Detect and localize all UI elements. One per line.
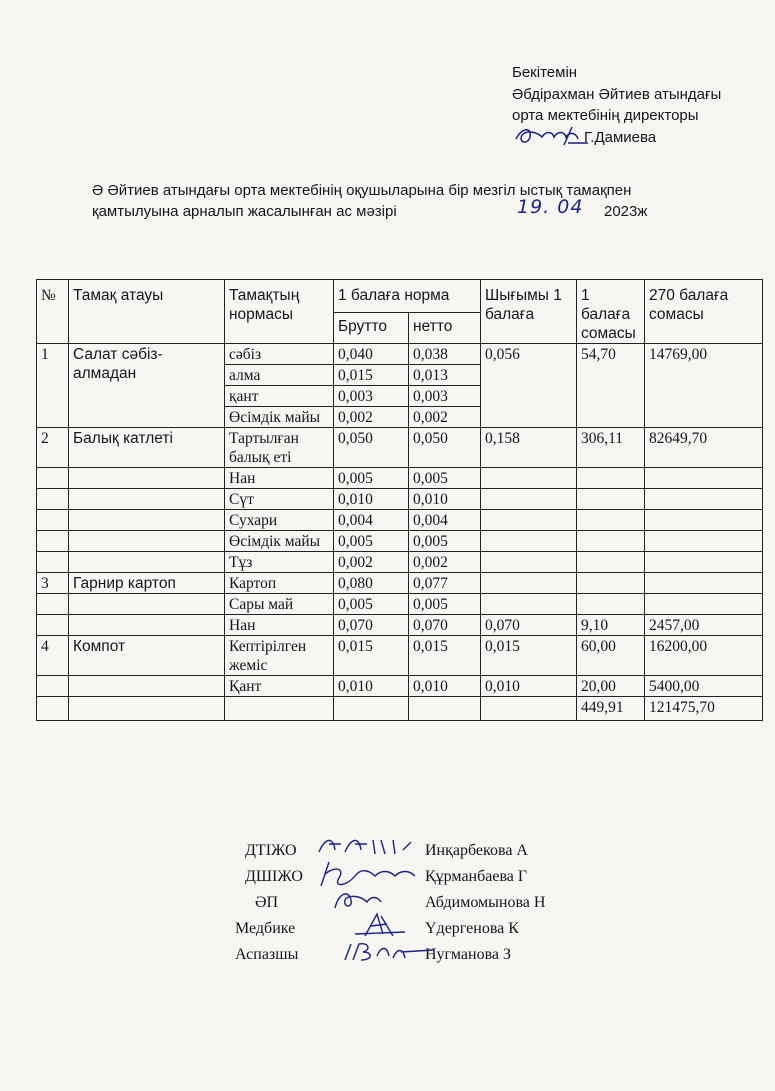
cell-dish bbox=[69, 531, 225, 552]
col-header-brutto: Брутто bbox=[334, 313, 409, 344]
cell-dish bbox=[69, 676, 225, 697]
col-header-norm: Тамақтың нормасы bbox=[225, 280, 334, 344]
signature-row bbox=[235, 942, 595, 968]
table-row bbox=[37, 615, 763, 636]
col-header-per-child: 1 балаға норма bbox=[334, 280, 481, 313]
title-year: 2023ж bbox=[604, 203, 648, 220]
cell-dish bbox=[69, 552, 225, 573]
approval-position: орта мектебінің директоры bbox=[512, 107, 699, 124]
cell-sum1: 20,00 bbox=[577, 676, 645, 697]
col-header-dish: Тамақ атауы bbox=[69, 280, 225, 344]
signature-name: Үдергенова К bbox=[425, 920, 519, 937]
table-row bbox=[37, 594, 763, 615]
cell-sum1: 9,10 bbox=[577, 615, 645, 636]
title-line-2: қамтылуына арналып жасалынған ас мәзірі bbox=[92, 203, 397, 220]
menu-table bbox=[36, 279, 763, 721]
cell-sum1: 306,11 bbox=[577, 428, 645, 468]
cell-ingredient: сәбіз bbox=[225, 344, 334, 365]
cell-brutto: 0,080 bbox=[334, 573, 409, 594]
col-header-num: № bbox=[37, 280, 69, 344]
cell-sum270 bbox=[645, 573, 763, 594]
approval-school: Әбдірахман Әйтиев атындағы bbox=[512, 85, 722, 103]
cell-yield: 0,010 bbox=[481, 676, 577, 697]
cell-sum1: 54,70 bbox=[577, 344, 645, 428]
total-row bbox=[37, 697, 763, 721]
cell-brutto: 0,010 bbox=[334, 676, 409, 697]
signature-role: Аспазшы bbox=[235, 946, 299, 963]
cell-brutto: 0,003 bbox=[334, 386, 409, 407]
cell-sum270 bbox=[645, 468, 763, 489]
cell-netto: 0,005 bbox=[409, 531, 481, 552]
director-name: Г.Дамиева bbox=[584, 128, 657, 146]
cell-brutto: 0,005 bbox=[334, 531, 409, 552]
table-row bbox=[37, 468, 763, 489]
cell-dish bbox=[69, 489, 225, 510]
cell-netto: 0,005 bbox=[409, 468, 481, 489]
cell-netto: 0,077 bbox=[409, 573, 481, 594]
table-row bbox=[37, 510, 763, 531]
signature-name: Инқарбекова А bbox=[425, 842, 528, 859]
table-row bbox=[37, 489, 763, 510]
cell-brutto: 0,010 bbox=[334, 489, 409, 510]
cell-num bbox=[37, 489, 69, 510]
signature-mark bbox=[315, 936, 435, 966]
cell-brutto: 0,050 bbox=[334, 428, 409, 468]
cell-ingredient: Тұз bbox=[225, 552, 334, 573]
cell-ingredient: алма bbox=[225, 365, 334, 386]
cell-num: 3 bbox=[37, 573, 69, 594]
cell-brutto: 0,002 bbox=[334, 552, 409, 573]
cell-dish: Балық катлеті bbox=[69, 428, 225, 468]
cell-yield bbox=[481, 510, 577, 531]
cell-dish bbox=[69, 468, 225, 489]
cell-num: 2 bbox=[37, 428, 69, 468]
cell-netto: 0,004 bbox=[409, 510, 481, 531]
cell-netto: 0,015 bbox=[409, 636, 481, 676]
director-line bbox=[512, 127, 767, 149]
cell-netto: 0,002 bbox=[409, 552, 481, 573]
cell-sum270: 16200,00 bbox=[645, 636, 763, 676]
col-header-sum270: 270 балаға сомасы bbox=[645, 280, 763, 344]
cell-yield bbox=[481, 573, 577, 594]
cell-num bbox=[37, 531, 69, 552]
cell-dish bbox=[69, 510, 225, 531]
cell-num: 1 bbox=[37, 344, 69, 428]
cell-brutto: 0,015 bbox=[334, 365, 409, 386]
cell-ingredient: Картоп bbox=[225, 573, 334, 594]
cell-netto: 0,010 bbox=[409, 676, 481, 697]
cell-brutto: 0,005 bbox=[334, 594, 409, 615]
cell-yield bbox=[481, 531, 577, 552]
col-header-netto: нетто bbox=[409, 313, 481, 344]
cell-netto: 0,070 bbox=[409, 615, 481, 636]
handwritten-date: 19. 04 bbox=[517, 196, 584, 218]
cell-brutto bbox=[334, 697, 409, 721]
cell-ingredient: Тартылған балық еті bbox=[225, 428, 334, 468]
cell-netto: 0,038 bbox=[409, 344, 481, 365]
table-row bbox=[37, 636, 763, 676]
cell-ingredient: Өсімдік майы bbox=[225, 531, 334, 552]
table-row bbox=[37, 531, 763, 552]
col-header-sum1: 1 балаға сомасы bbox=[577, 280, 645, 344]
cell-netto bbox=[409, 697, 481, 721]
cell-sum270 bbox=[645, 594, 763, 615]
cell-sum1: 60,00 bbox=[577, 636, 645, 676]
cell-netto: 0,050 bbox=[409, 428, 481, 468]
cell-yield bbox=[481, 489, 577, 510]
col-header-yield: Шығымы 1 балаға bbox=[481, 280, 577, 344]
signatures-block bbox=[235, 838, 595, 968]
total-sum270: 121475,70 bbox=[645, 697, 763, 721]
cell-sum1 bbox=[577, 510, 645, 531]
cell-brutto: 0,070 bbox=[334, 615, 409, 636]
signature-name: Нугманова З bbox=[425, 946, 512, 963]
cell-netto: 0,003 bbox=[409, 386, 481, 407]
signature-role: ӘП bbox=[255, 894, 279, 911]
cell-num bbox=[37, 552, 69, 573]
cell-ingredient: Кептірілген жеміс bbox=[225, 636, 334, 676]
total-sum1: 449,91 bbox=[577, 697, 645, 721]
cell-netto: 0,013 bbox=[409, 365, 481, 386]
cell-ingredient bbox=[225, 697, 334, 721]
cell-num: 4 bbox=[37, 636, 69, 676]
cell-num bbox=[37, 510, 69, 531]
cell-sum1 bbox=[577, 468, 645, 489]
cell-ingredient: Сухари bbox=[225, 510, 334, 531]
approval-block bbox=[512, 62, 767, 148]
cell-yield bbox=[481, 468, 577, 489]
cell-yield: 0,158 bbox=[481, 428, 577, 468]
signature-name: Абдимомынова Н bbox=[425, 894, 546, 911]
cell-yield: 0,070 bbox=[481, 615, 577, 636]
cell-netto: 0,002 bbox=[409, 407, 481, 428]
cell-brutto: 0,040 bbox=[334, 344, 409, 365]
cell-netto: 0,010 bbox=[409, 489, 481, 510]
title-line-1: Ә Әйтиев атындағы орта мектебінің оқушыларына бір мезгіл ыстық тамақпен bbox=[92, 182, 632, 199]
cell-ingredient: Қант bbox=[225, 676, 334, 697]
cell-sum270 bbox=[645, 489, 763, 510]
cell-dish bbox=[69, 594, 225, 615]
cell-yield bbox=[481, 552, 577, 573]
director-signature bbox=[512, 123, 592, 149]
cell-num bbox=[37, 615, 69, 636]
cell-ingredient: Нан bbox=[225, 468, 334, 489]
cell-sum1 bbox=[577, 531, 645, 552]
cell-dish: Компот bbox=[69, 636, 225, 676]
signature-role: Медбике bbox=[235, 920, 296, 937]
cell-sum1 bbox=[577, 552, 645, 573]
cell-yield: 0,056 bbox=[481, 344, 577, 428]
cell-sum1 bbox=[577, 489, 645, 510]
table-row bbox=[37, 676, 763, 697]
cell-dish bbox=[69, 697, 225, 721]
cell-yield bbox=[481, 697, 577, 721]
cell-num bbox=[37, 594, 69, 615]
cell-ingredient: Нан bbox=[225, 615, 334, 636]
cell-num bbox=[37, 676, 69, 697]
cell-sum270 bbox=[645, 552, 763, 573]
cell-ingredient: қант bbox=[225, 386, 334, 407]
cell-sum270: 82649,70 bbox=[645, 428, 763, 468]
cell-sum1 bbox=[577, 594, 645, 615]
cell-sum270: 2457,00 bbox=[645, 615, 763, 636]
signature-role: ДШІЖО bbox=[245, 868, 303, 885]
cell-num bbox=[37, 468, 69, 489]
signature-name: Құрманбаева Г bbox=[425, 868, 528, 885]
cell-brutto: 0,015 bbox=[334, 636, 409, 676]
cell-yield: 0,015 bbox=[481, 636, 577, 676]
cell-dish: Гарнир картоп bbox=[69, 573, 225, 594]
table-row bbox=[37, 428, 763, 468]
cell-ingredient: Сүт bbox=[225, 489, 334, 510]
document-title bbox=[92, 180, 757, 222]
cell-brutto: 0,002 bbox=[334, 407, 409, 428]
table-row bbox=[37, 344, 763, 365]
cell-ingredient: Өсімдік майы bbox=[225, 407, 334, 428]
signature-role: ДТІЖО bbox=[245, 842, 297, 859]
cell-brutto: 0,004 bbox=[334, 510, 409, 531]
cell-netto: 0,005 bbox=[409, 594, 481, 615]
cell-sum1 bbox=[577, 573, 645, 594]
table-row bbox=[37, 573, 763, 594]
cell-sum270 bbox=[645, 510, 763, 531]
header-row bbox=[37, 280, 763, 313]
approval-title: Бекітемін bbox=[512, 64, 578, 81]
cell-dish bbox=[69, 615, 225, 636]
cell-ingredient: Сары май bbox=[225, 594, 334, 615]
cell-sum270 bbox=[645, 531, 763, 552]
cell-dish: Салат сәбіз-алмадан bbox=[69, 344, 225, 428]
cell-num bbox=[37, 697, 69, 721]
cell-yield bbox=[481, 594, 577, 615]
cell-sum270: 14769,00 bbox=[645, 344, 763, 428]
cell-brutto: 0,005 bbox=[334, 468, 409, 489]
table-row bbox=[37, 552, 763, 573]
cell-sum270: 5400,00 bbox=[645, 676, 763, 697]
